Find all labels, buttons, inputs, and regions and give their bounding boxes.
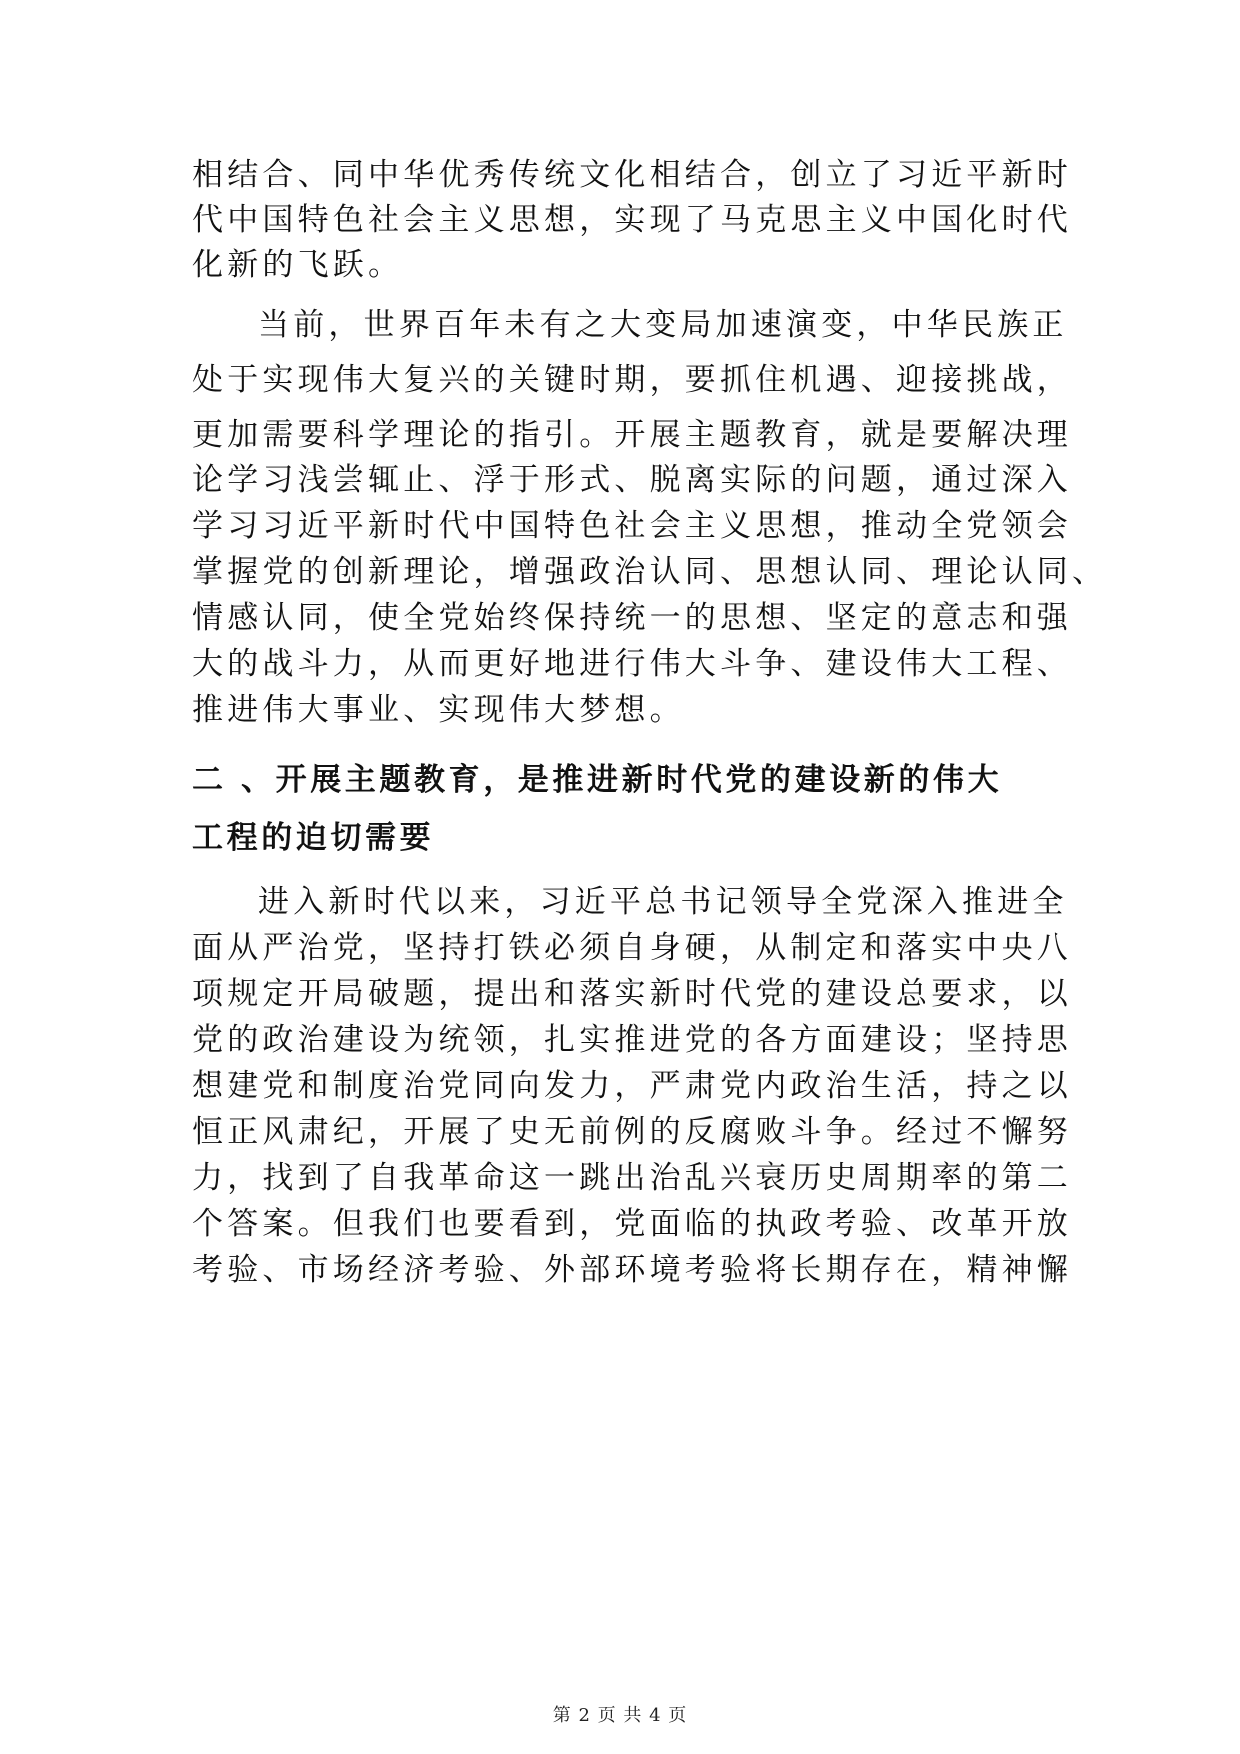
paragraph-2-line-9: 推进伟大事业、实现伟大梦想。 (192, 692, 685, 728)
paragraph-1-line-3: 化新的飞跃。 (192, 247, 404, 283)
paragraph-3-line-2: 面从严治党，坚持打铁必须自身硬，从制定和落实中央八 (192, 930, 1072, 966)
section-heading-line-1: 二 、开展主题教育，是推进新时代党的建设新的伟大 (192, 762, 1003, 798)
paragraph-1-line-2: 代中国特色社会主义思想，实现了马克思主义中国化时代 (192, 202, 1072, 238)
paragraph-3-line-1: 进入新时代以来，习近平总书记领导全党深入推进全 (258, 884, 1068, 920)
paragraph-2-line-1: 当前，世界百年未有之大变局加速演变，中华民族正 (258, 307, 1068, 343)
paragraph-2-line-4: 论学习浅尝辄止、浮于形式、脱离实际的问题，通过深入 (192, 462, 1072, 498)
paragraph-3-line-6: 恒正风肃纪，开展了史无前例的反腐败斗争。经过不懈努 (192, 1114, 1072, 1150)
paragraph-3-line-3: 项规定开局破题，提出和落实新时代党的建设总要求，以 (192, 976, 1072, 1012)
paragraph-2-line-3: 更加需要科学理论的指引。开展主题教育，就是要解决理 (192, 417, 1072, 453)
paragraph-1-line-1: 相结合、同中华优秀传统文化相结合，创立了习近平新时 (192, 157, 1072, 193)
paragraph-3-line-7: 力，找到了自我革命这一跳出治乱兴衰历史周期率的第二 (192, 1160, 1072, 1196)
paragraph-2-line-8: 大的战斗力，从而更好地进行伟大斗争、建设伟大工程、 (192, 646, 1072, 682)
paragraph-2-line-7: 情感认同，使全党始终保持统一的思想、坚定的意志和强 (192, 600, 1072, 636)
page-number-footer: 第 2 页 共 4 页 (552, 1705, 688, 1726)
paragraph-3-line-5: 想建党和制度治党同向发力，严肃党内政治生活，持之以 (192, 1068, 1072, 1104)
paragraph-2-line-2: 处于实现伟大复兴的关键时期，要抓住机遇、迎接挑战， (192, 362, 1072, 398)
paragraph-2-line-5: 学习习近平新时代中国特色社会主义思想，推动全党领会 (192, 508, 1072, 544)
paragraph-2-line-6: 掌握党的创新理论，增强政治认同、思想认同、理论认同、 (192, 554, 1108, 590)
paragraph-3-line-4: 党的政治建设为统领，扎实推进党的各方面建设；坚持思 (192, 1022, 1072, 1058)
paragraph-3-line-8: 个答案。但我们也要看到，党面临的执政考验、改革开放 (192, 1206, 1072, 1242)
paragraph-3-line-9: 考验、市场经济考验、外部环境考验将长期存在，精神懈 (192, 1252, 1072, 1288)
section-heading-line-2: 工程的迫切需要 (192, 820, 435, 856)
